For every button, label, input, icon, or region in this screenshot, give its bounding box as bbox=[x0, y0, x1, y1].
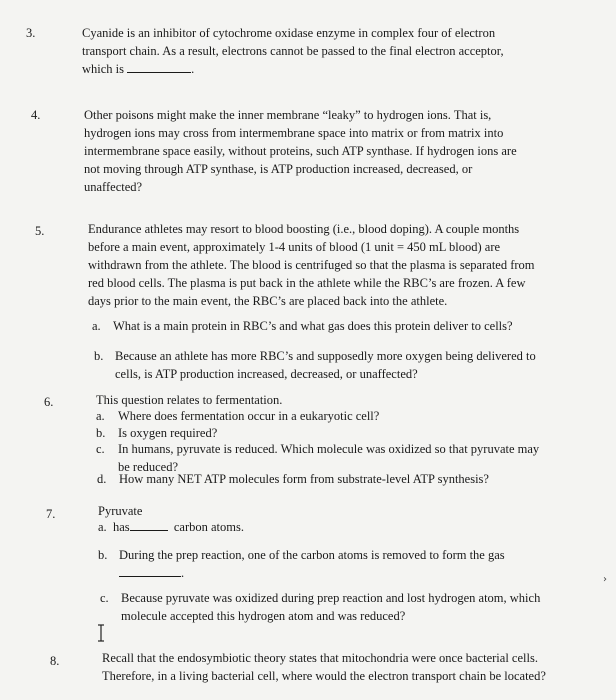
question-7b-tail: . bbox=[181, 566, 185, 580]
i-beam-cursor-icon bbox=[96, 624, 106, 646]
question-7c bbox=[121, 589, 540, 625]
question-6b-text: Is oxygen required? bbox=[118, 426, 218, 440]
question-4-number: 4. bbox=[31, 108, 41, 122]
question-4-line: hydrogen ions may cross from intermembrane space into matrix or from matrix into bbox=[84, 126, 504, 140]
question-8-line: Therefore, in a living bacterial cell, where would the electron transport chain be located? bbox=[102, 669, 546, 683]
question-3-text: which is bbox=[82, 62, 125, 76]
answer-blank[interactable] bbox=[119, 564, 181, 577]
question-5 bbox=[88, 220, 535, 310]
question-6-number: 6. bbox=[44, 395, 54, 409]
answer-blank[interactable] bbox=[130, 518, 168, 531]
question-5b-line: Because an athlete has more RBC’s and supposedly more oxygen being delivered to bbox=[115, 349, 536, 363]
question-3-line bbox=[82, 60, 504, 78]
question-5-line: days prior to the main event, the RBC’s are placed back into the athlete. bbox=[88, 294, 448, 308]
question-7a bbox=[98, 518, 244, 536]
question-4-line: not moving through ATP synthase, is ATP production increased, decreased, or bbox=[84, 162, 473, 176]
question-3-line: Cyanide is an inhibitor of cytochrome oxidase enzyme in complex four of electron bbox=[82, 26, 496, 40]
page-edge-mark-icon: › bbox=[603, 574, 607, 585]
question-7-number: 7. bbox=[46, 507, 56, 521]
question-7a-label: a. bbox=[98, 520, 107, 534]
question-5-line: withdrawn from the athlete. The blood is centrifuged so that the plasma is separated from bbox=[88, 258, 535, 272]
i-beam-cursor-icon-shape bbox=[96, 624, 106, 642]
question-7b-answer-line bbox=[119, 564, 505, 582]
question-6d-label: d. bbox=[97, 472, 107, 486]
question-3 bbox=[82, 24, 504, 78]
question-5a-text: What is a main protein in RBC’s and what gas does this protein deliver to cells? bbox=[113, 319, 513, 333]
question-6c-line: be reduced? bbox=[118, 460, 179, 474]
question-3-line: transport chain. As a result, electrons cannot be passed to the final electron acceptor, bbox=[82, 44, 504, 58]
question-5-line: before a main event, approximately 1-4 units of blood (1 unit = 450 mL blood) are bbox=[88, 240, 501, 254]
question-8-line: Recall that the endosymbiotic theory states that mitochondria were once bacterial cells. bbox=[102, 651, 538, 665]
question-6d-text: How many NET ATP molecules form from substrate-level ATP synthesis? bbox=[119, 472, 489, 486]
question-3-tail: . bbox=[191, 62, 195, 76]
question-7c-line: molecule accepted this hydrogen atom and was reduced? bbox=[121, 609, 406, 623]
question-5b-line: cells, is ATP production increased, decreased, or unaffected? bbox=[115, 367, 418, 381]
question-4-line: Other poisons might make the inner membrane “leaky” to hydrogen ions. That is, bbox=[84, 108, 492, 122]
question-6c-line: In humans, pyruvate is reduced. Which molecule was oxidized so that pyruvate may bbox=[118, 442, 540, 456]
question-6c-label: c. bbox=[96, 442, 105, 456]
question-8 bbox=[102, 649, 546, 685]
question-7b bbox=[119, 546, 505, 582]
question-5b bbox=[115, 347, 536, 383]
question-4-line: unaffected? bbox=[84, 180, 143, 194]
question-7b-label: b. bbox=[98, 548, 108, 562]
question-4 bbox=[84, 106, 517, 196]
question-6b-label: b. bbox=[96, 426, 106, 440]
question-4-line: intermembrane space easily, without proteins, such ATP synthase. If hydrogen ions are bbox=[84, 144, 517, 158]
question-6-intro: This question relates to fermentation. bbox=[96, 393, 283, 407]
answer-blank[interactable] bbox=[127, 60, 191, 73]
question-3-number: 3. bbox=[26, 26, 36, 40]
question-7-intro: Pyruvate bbox=[98, 504, 143, 518]
question-5b-label: b. bbox=[94, 349, 104, 363]
question-7a-post: carbon atoms. bbox=[173, 520, 244, 534]
question-7b-text: During the prep reaction, one of the carbon atoms is removed to form the gas bbox=[119, 548, 505, 562]
question-5a-label: a. bbox=[92, 319, 101, 333]
question-6a-label: a. bbox=[96, 409, 105, 423]
question-5-number: 5. bbox=[35, 224, 45, 238]
question-5-line: Endurance athletes may resort to blood boosting (i.e., blood doping). A couple months bbox=[88, 222, 520, 236]
question-7c-label: c. bbox=[100, 591, 109, 605]
question-7a-pre: has bbox=[112, 520, 130, 534]
question-8-number: 8. bbox=[50, 654, 60, 668]
question-7c-line: Because pyruvate was oxidized during prep reaction and lost hydrogen atom, which bbox=[121, 591, 541, 605]
question-6a-text: Where does fermentation occur in a eukaryotic cell? bbox=[118, 409, 380, 423]
question-5-line: red blood cells. The plasma is put back in the athlete while the RBC’s are frozen. A few bbox=[88, 276, 526, 290]
